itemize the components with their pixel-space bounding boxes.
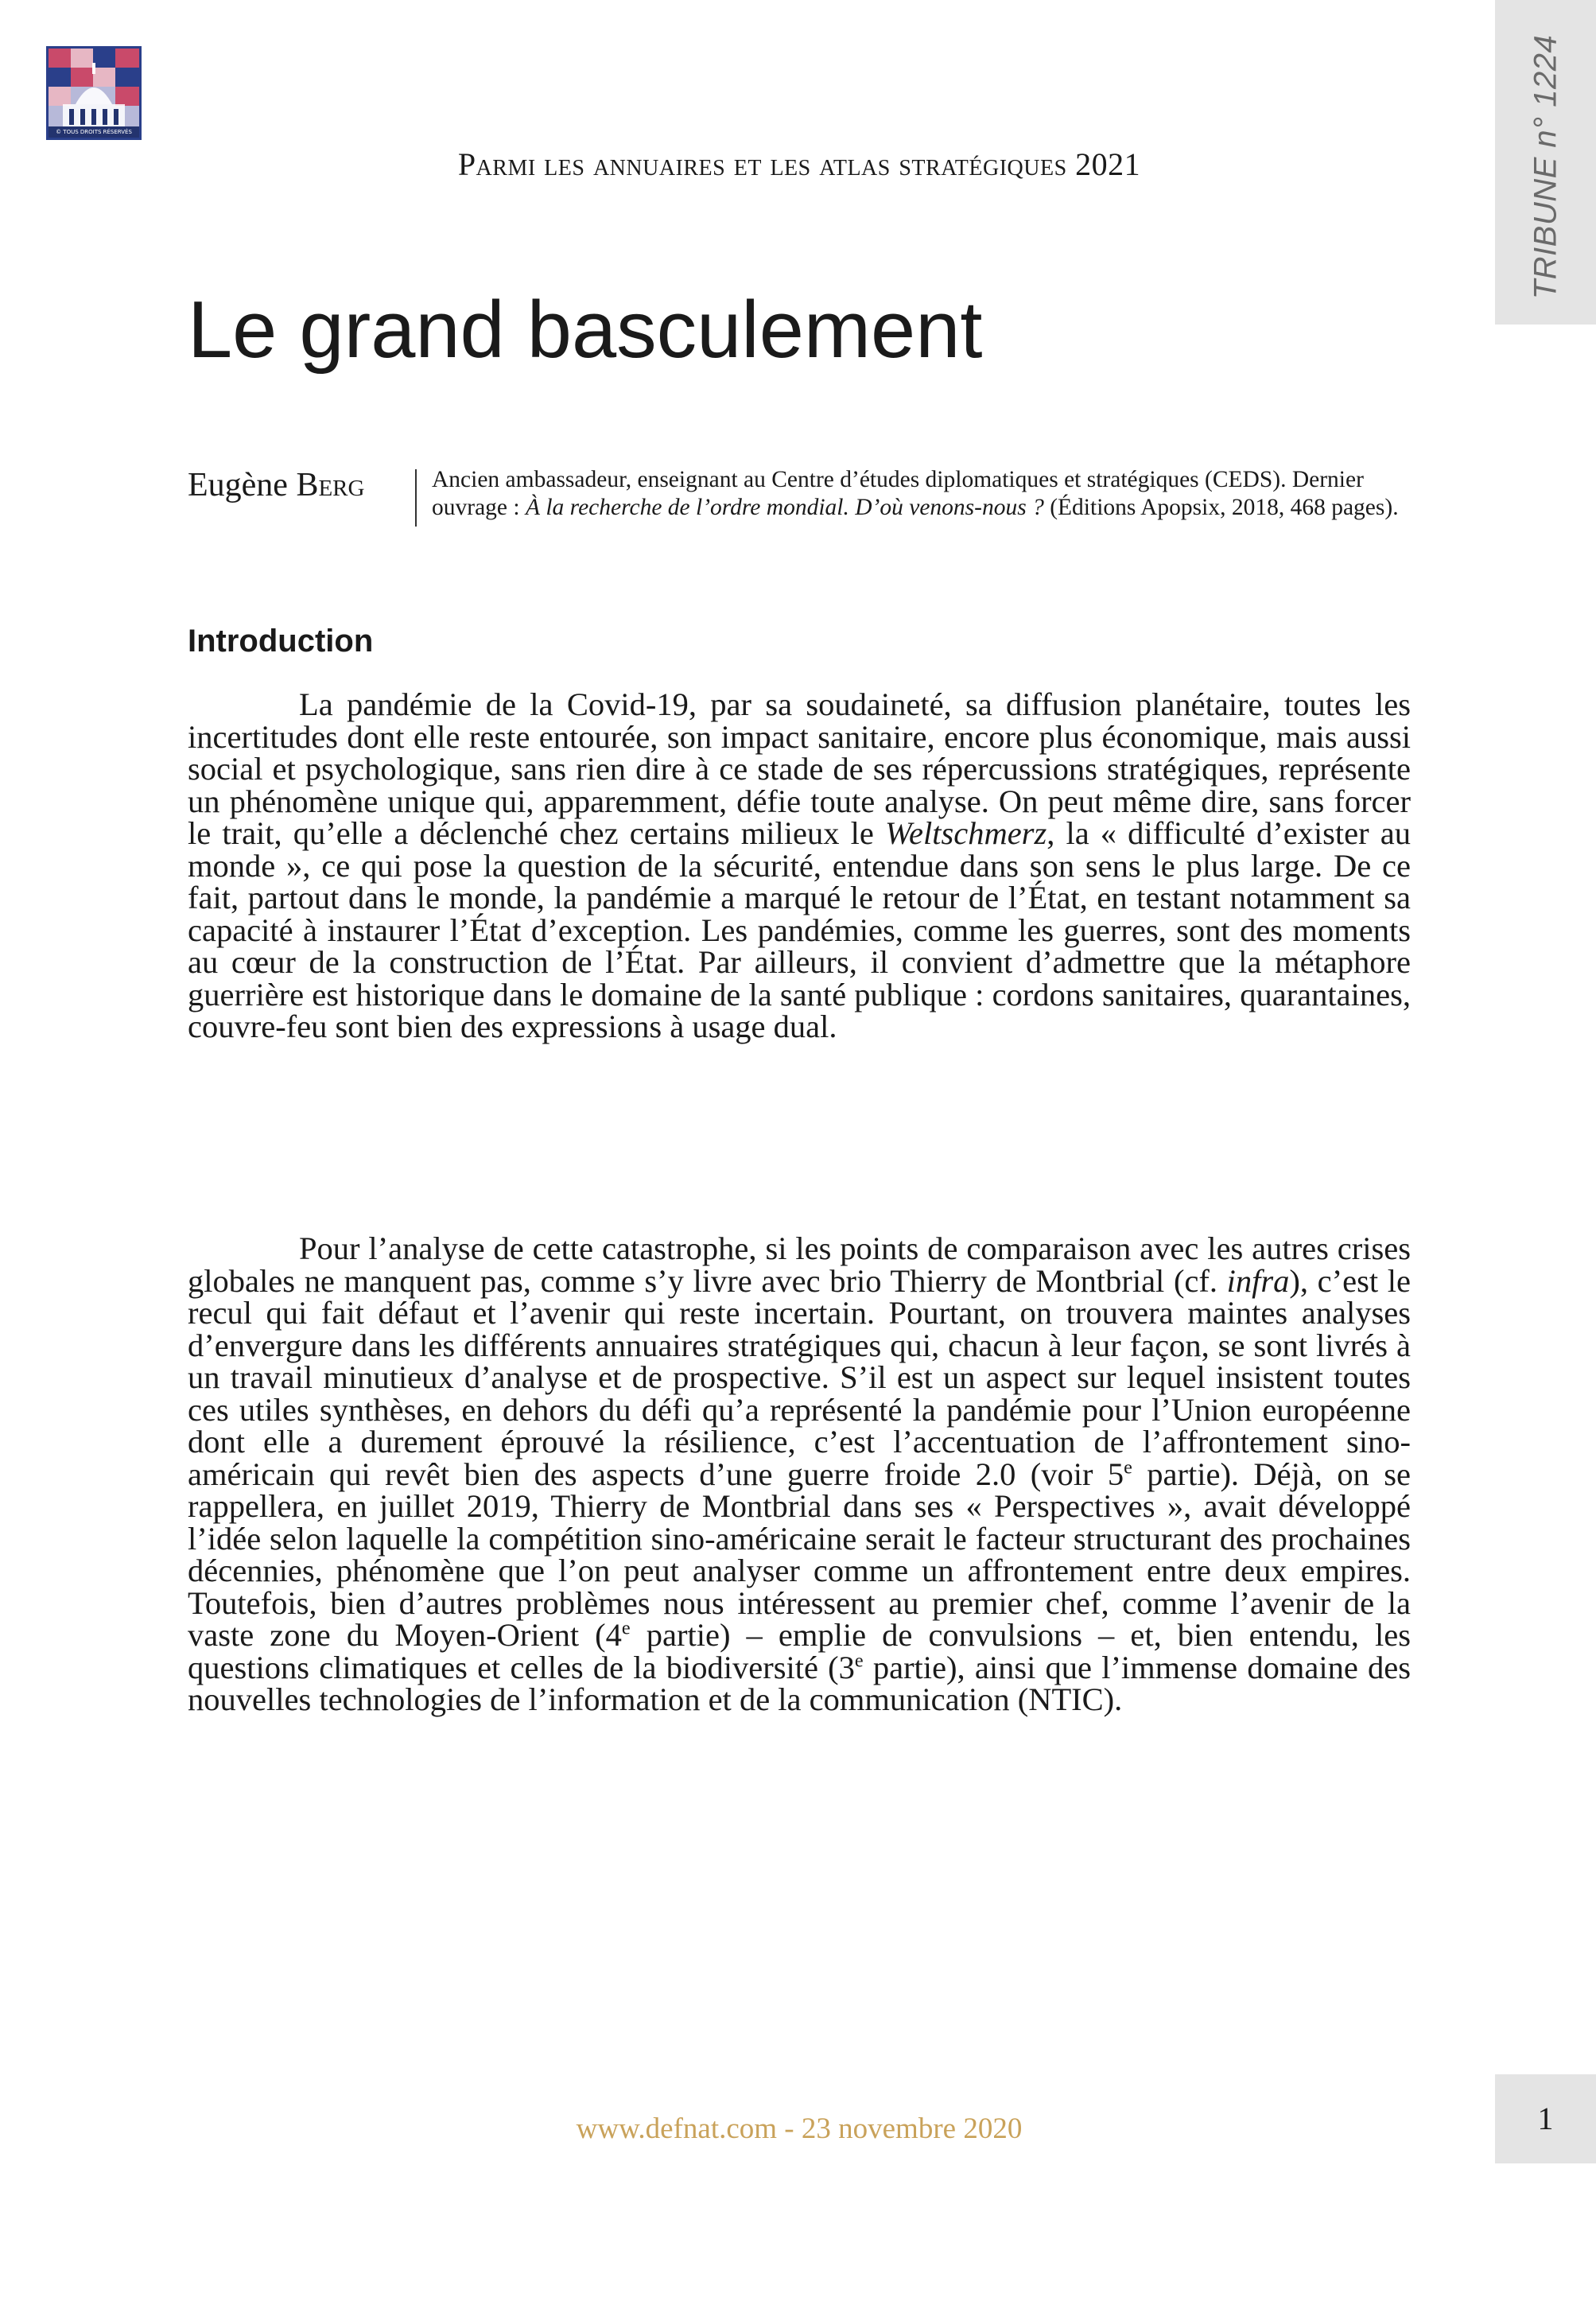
institution-dome-icon (49, 49, 139, 126)
author-name (188, 465, 364, 505)
paragraph-2-part-f: partie), ainsi que l’immense domaine des nouvelles technologies de l’information et de la communication (NTIC). (188, 1649, 1411, 1717)
paragraph-2-part-e: partie) – emplie de convulsions – et, bien entendu, les questions climatiques et celles de la biodiversité (3 (188, 1617, 1411, 1685)
paragraph-2-sup-3: e (854, 1650, 864, 1671)
author-first-name: Eugène (188, 467, 288, 503)
author-bio-publisher: (Éditions Apopsix, 2018, 468 pages). (1043, 495, 1399, 520)
page-number: 1 (1537, 2101, 1554, 2136)
side-tab-label-wrapper (1495, 0, 1596, 325)
article-title: Le grand basculement (188, 286, 983, 375)
paragraph-2-sup-2: e (621, 1617, 631, 1639)
paragraph-1-italic: Weltschmerz (884, 815, 1047, 851)
paragraph-1-part-a: La pandémie de la Covid-19, par sa soudaineté, sa diffusion planétaire, toutes les incertitudes dont elle reste entourée, son impact sanitaire, encore plus économique, mais aussi social et psychologique, sans rien dire à ce stade de ses répercussions stratégiques, représente un phénomène unique qui, apparemment, défie toute analyse. On peut même dire, sans forcer le trait, qu’elle a déclenché chez certains milieux le (188, 686, 1411, 851)
author-bio (432, 466, 1418, 522)
logo (46, 46, 142, 140)
author-divider (415, 469, 417, 527)
author-bio-book: À la recherche de l’ordre mondial. D’où venons-nous ? (525, 495, 1044, 520)
paragraph-2-part-d: partie). Déjà, on se rappellera, en juillet 2019, Thierry de Montbrial dans ses « Perspectives », avait développé l’idée selon laquelle la compétition sino-américaine serait le facteur structurant des prochaines décennies, phénomène que l’on peut analyser comme un affrontement entre deux empires. Toutefois, bien d’autres problèmes nous intéressent au premier chef, comme l’avenir de la vaste zone du Moyen-Orient (4 (188, 1456, 1411, 1653)
section-heading: Introduction (188, 624, 374, 659)
paragraph-1-part-c: , la « difficulté d’exister au monde », ce qui pose la question de la sécurité, entendue dans son sens le plus large. De ce fait, partout dans le monde, la pandémie a marqué le retour de l’État, en testant notamment sa capacité à instaurer l’État d’exception. Les pandémies, comme les guerres, sont des moments au cœur de la construction de l’État. Par ailleurs, il convient d’admettre que la métaphore guerrière est historique dans le domaine de la santé publique : cordons sanitaires, quarantaines, couvre-feu sont bien des expressions à usage dual. (188, 815, 1411, 1044)
author-bio-text: Ancien ambassadeur, enseignant au Centre d’études diplomatiques et stratégiques (CEDS). Dernier ouvrage : (432, 467, 1364, 520)
tribune-number: TRIBUNE n° 1224 (1528, 34, 1563, 300)
paragraph-2-part-a: Pour l’analyse de cette catastrophe, si les points de comparaison avec les autres crises globales ne manquent pas, comme s’y livre avec brio Thierry de Montbrial (cf. (188, 1230, 1411, 1299)
paragraph-2 (188, 1230, 1411, 1717)
paragraph-2-sup-1: e (1124, 1456, 1132, 1478)
author-last-name: Berg (296, 467, 365, 503)
paragraph-1 (188, 686, 1411, 1044)
footer-link[interactable]: www.defnat.com - 23 novembre 2020 (576, 2112, 1023, 2145)
paragraph-2-italic: infra (1226, 1262, 1290, 1299)
paragraph-2-part-c: ), c’est le recul qui fait défaut et l’avenir qui reste incertain. Pourtant, on trouvera maintes analyses d’envergure dans les différents annuaires stratégiques qui, chacun à leur façon, se sont livrés à un travail minutieux d’analyse et de prospective. S’il est un aspect sur lequel insistent toutes ces utiles synthèses, en dehors du défi qu’a représenté la pandémie pour l’Union européenne dont elle a durement éprouvé la résilience, c’est l’accentuation de l’affrontement sino-américain qui revêt bien des aspects d’une guerre froide 2.0 (voir 5 (188, 1262, 1411, 1492)
running-header: Parmi les annuaires et les atlas stratégiques 2021 (457, 146, 1141, 182)
logo-caption: © TOUS DROITS RÉSERVÉS (49, 126, 139, 138)
